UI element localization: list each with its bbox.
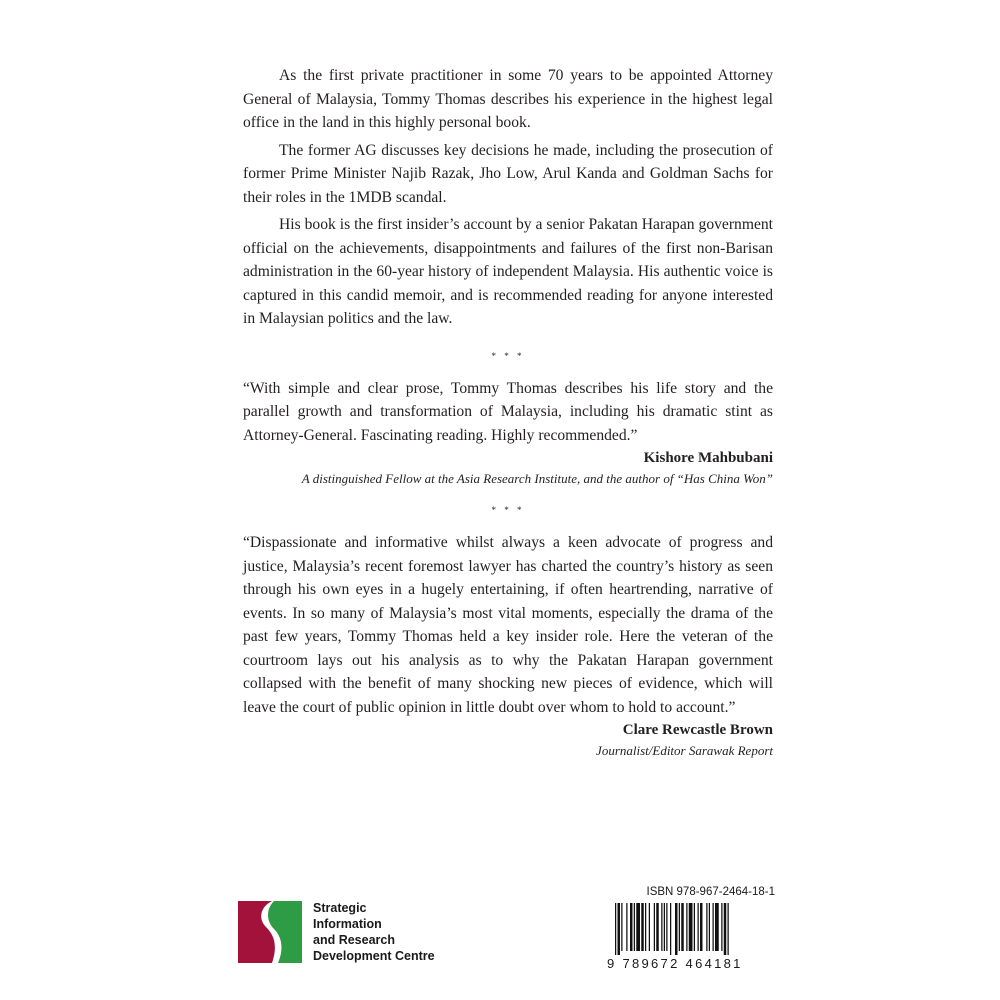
barcode-bar xyxy=(689,903,693,951)
barcode-bar xyxy=(694,903,695,951)
barcode-bar xyxy=(626,903,627,951)
barcode-bar xyxy=(709,903,710,951)
endorser-name-1: Kishore Mahbubani xyxy=(643,450,773,466)
barcode-bar xyxy=(654,903,655,951)
publisher-name-line-2: Information xyxy=(313,917,382,931)
barcode-bar xyxy=(634,903,635,951)
barcode-bar xyxy=(664,903,665,951)
endorser-role-2: Journalist/Editor Sarawak Report xyxy=(596,743,773,758)
barcode-bar xyxy=(645,903,646,951)
barcode-bar xyxy=(670,903,671,955)
barcode-bar xyxy=(636,903,640,951)
barcode-bar xyxy=(641,903,644,951)
publisher-name-line-3: and Research xyxy=(313,933,395,947)
sirdc-logo-icon xyxy=(238,901,302,963)
isbn-barcode-block xyxy=(605,886,777,986)
barcode-bar xyxy=(715,903,719,951)
barcode-bar xyxy=(621,903,622,951)
blurb-paragraph-2: The former AG discusses key decisions he made, including the prosecution of former Prime Minister Najib Razak, Jho Low, Arul Kanda and Goldman Sachs for their roles in the 1MDB scandal. xyxy=(243,141,773,206)
barcode-bar xyxy=(724,903,727,955)
publisher-name xyxy=(313,900,435,964)
section-separator: * * * xyxy=(491,505,525,515)
barcode-bar xyxy=(656,903,659,951)
endorsement-quote-2: “Dispassionate and informative whilst always a keen advocate of progress and justice, Malaysia’s recent foremost lawyer has charted the country’s history as seen through his own eyes in a hugely entertaining, if often heartrending, narrative of events. In so many of Malaysia’s most vital moments, especially the drama of the past few years, Tommy Thomas held a key insider role. Here the veteran of the courtroom lays out his analysis as to why the Pakatan Harapan government collapsed with the benefit of many shocking new pieces of evidence, which will leave the court of public opinion in little doubt over whom to hold to account.” xyxy=(243,534,773,716)
barcode-bar xyxy=(721,903,722,951)
barcode-bar xyxy=(675,903,678,955)
barcode-bar xyxy=(630,903,633,951)
blurb-paragraph-3: His book is the first insider’s account by a senior Pakatan Harapan government official on the achievements, disappointments and failures of the first non-Barisan administration in the 60-year history of independent Malaysia. His authentic voice is captured in this candid memoir, and is recommended reading for anyone interested in Malaysian politics and the law. xyxy=(243,216,773,327)
barcode-bar xyxy=(681,903,684,951)
barcode-bar xyxy=(698,903,699,951)
barcode-bar xyxy=(649,903,650,951)
endorser-name-2: Clare Rewcastle Brown xyxy=(622,722,773,738)
barcode-bar xyxy=(615,903,616,955)
barcode-bar xyxy=(618,903,621,955)
publisher-logo xyxy=(238,898,498,968)
endorser-role-1: A distinguished Fellow at the Asia Research Institute, and the author of “Has China Won” xyxy=(301,471,773,486)
barcode-bar xyxy=(713,903,714,951)
barcode-bar xyxy=(661,903,662,951)
barcode-icon xyxy=(615,903,769,955)
barcode-bar xyxy=(666,903,667,951)
section-separator: * * * xyxy=(491,350,525,361)
endorsement-quote-1: “With simple and clear prose, Tommy Thomas describes his life story and the parallel growth and transformation of Malaysia, including his dramatic stint as Attorney-General. Fascinating reading. Highly recommended.” xyxy=(243,379,773,444)
publisher-name-line-4: Development Centre xyxy=(313,949,435,963)
isbn-label: ISBN 978-967-2464-18-1 xyxy=(646,886,775,898)
text-column xyxy=(243,64,773,761)
blurb-paragraph-1: As the first private practitioner in some 70 years to be appointed Attorney General of Malaysia, Tommy Thomas describes his experience in the highest legal office in the land in this highly personal book. xyxy=(243,67,773,131)
barcode-bar xyxy=(679,903,680,951)
barcode-bar xyxy=(728,903,729,955)
barcode-bar xyxy=(700,903,703,951)
isbn-digits: 9 789672 464181 xyxy=(607,956,743,971)
barcode-bar xyxy=(706,903,707,951)
barcode-bar xyxy=(686,903,687,951)
publisher-name-line-1: Strategic xyxy=(313,901,367,915)
